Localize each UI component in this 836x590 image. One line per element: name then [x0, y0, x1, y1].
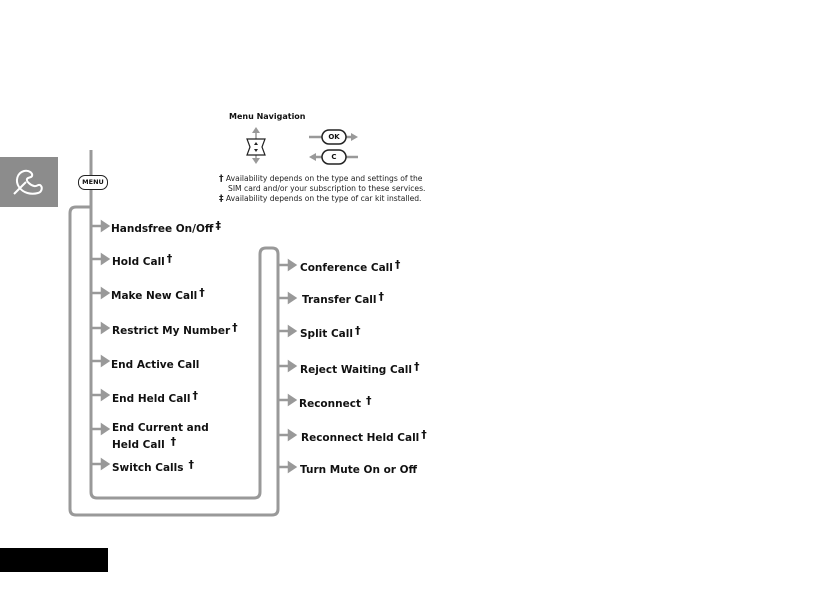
menu-item-restrict-number[interactable]: Restrict My Number †: [112, 321, 238, 337]
dagger-line-2: SIM card and/or your subscription to these services.: [228, 184, 426, 193]
menu-item-end-current-and-held[interactable]: End Current and Held Call †: [112, 422, 209, 451]
ok-key-label: OK: [328, 133, 340, 141]
menu-key[interactable]: MENU: [78, 175, 108, 190]
nav-key-icon: [247, 127, 265, 164]
menu-item-hold-call[interactable]: Hold Call †: [112, 252, 173, 268]
menu-item-handsfree[interactable]: Handsfree On/Off ‡: [111, 219, 221, 235]
menu-item-make-new-call[interactable]: Make New Call †: [111, 286, 205, 302]
dagger-footnote: [219, 174, 429, 204]
menu-item-switch-calls[interactable]: Switch Calls †: [112, 458, 194, 474]
dagger-mark: †: [219, 174, 224, 184]
menu-item-reconnect-held-call[interactable]: Reconnect Held Call †: [301, 428, 427, 444]
menu-item-reconnect[interactable]: Reconnect †: [299, 394, 372, 410]
menu-item-conference-call[interactable]: Conference Call †: [300, 258, 401, 274]
ddagger-line: Availability depends on the type of car kit installed.: [225, 194, 422, 203]
menu-item-end-held-call[interactable]: End Held Call †: [112, 389, 198, 405]
menu-item-end-active-call[interactable]: End Active Call: [111, 359, 200, 371]
menu-item-split-call[interactable]: Split Call †: [300, 324, 361, 340]
menu-item-reject-waiting-call[interactable]: Reject Waiting Call †: [300, 360, 420, 376]
menu-navigation-title: Menu Navigation: [229, 112, 306, 121]
ddagger-mark: ‡: [219, 194, 224, 204]
dagger-line-1: Availability depends on the type and settings of the: [225, 174, 423, 183]
menu-item-transfer-call[interactable]: Transfer Call †: [302, 290, 385, 306]
c-key-label: C: [331, 153, 337, 161]
menu-item-turn-mute[interactable]: Turn Mute On or Off: [300, 464, 418, 476]
